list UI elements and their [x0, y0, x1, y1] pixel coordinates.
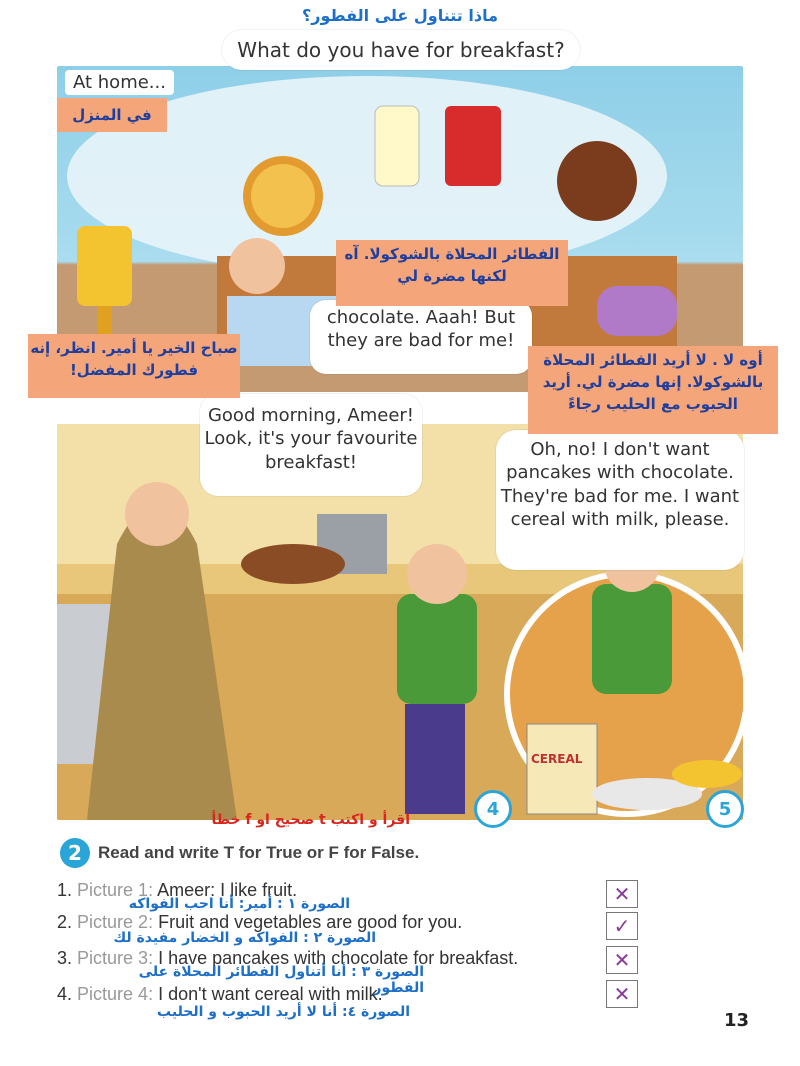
picture-4-badge: 4	[474, 790, 512, 828]
cereal-label: CEREAL	[531, 752, 583, 766]
mother-bubble-en: Good morning, Ameer! Look, it's your favourite breakfast!	[200, 394, 422, 496]
answer-4[interactable]: ✕	[606, 980, 638, 1008]
question-bubble	[222, 30, 580, 70]
exercise-number: 2	[60, 838, 90, 868]
picture-5-badge: 5	[706, 790, 744, 828]
arabic-question: ماذا تتناول على الفطور؟	[302, 6, 498, 25]
pancakes-icon	[241, 544, 345, 584]
ameer2-bubble-ar: أوه لا . لا أريد الفطائر المحلاة بالشوكولا. إنها مضرة لي. أريد الحبوب مع الحليب رجاءً	[528, 346, 778, 434]
chips-bag-icon	[445, 106, 501, 186]
answer-3[interactable]: ✕	[606, 946, 638, 974]
exercise-instruction-ar: اقرأ و اكتب t صحيح او f خطأ	[211, 812, 410, 828]
question-1-ar: الصورة ١ : أمير: أنا احب الفواكه	[128, 896, 350, 912]
fruit-bowl-icon	[672, 760, 742, 788]
scene-label: At home...	[65, 70, 174, 95]
question-3: 3. Picture 3: I have pancakes with chocolate for breakfast.	[57, 948, 519, 968]
question-2: 2. Picture 2: Fruit and vegetables are good for you.	[57, 912, 463, 932]
juice-glass-icon	[375, 106, 419, 186]
ameer-bubble-en: chocolate. Aaah! But they are bad for me!	[310, 300, 532, 374]
question-2-ar: الصورة ٢ : الفواكه و الخضار مفيدة لك	[113, 930, 376, 946]
question-4: 4. Picture 4: I don't want cereal with milk.	[57, 984, 383, 1004]
page-number: 13	[724, 1010, 750, 1031]
english-question: What do you have for breakfast?	[237, 38, 565, 62]
sleeping-boy-icon	[229, 238, 285, 294]
cookie-icon	[557, 141, 637, 221]
question-3-ar: الصورة ٣ : أنا أتناول الفطائر المحلاة على الفطور	[138, 964, 424, 996]
scene-label-ar: في المنزل	[57, 98, 167, 132]
ameer2-bubble-en: Oh, no! I don't want pancakes with chocolate. They're bad for me. I want cereal with milk, please.	[496, 430, 744, 570]
question-4-ar: الصورة ٤: أنا لا أريد الحبوب و الحليب	[157, 1004, 410, 1020]
exercise-title: Read and write T for True or F for False.	[98, 843, 420, 862]
mother-bubble-ar: صباح الخير يا أمير. انظر، إنه فطورك المفضل!	[28, 334, 240, 398]
question-1: 1. Picture 1: Ameer: I like fruit.	[57, 880, 298, 900]
cereal-box-icon	[527, 724, 597, 814]
boy-icon	[397, 594, 477, 704]
answer-1[interactable]: ✕	[606, 880, 638, 908]
answer-2[interactable]: ✓	[606, 912, 638, 940]
ameer-bubble-ar: الفطائر المحلاة بالشوكولا. آه لكنها مضرة لي	[336, 240, 568, 306]
lamp-icon	[77, 226, 132, 306]
